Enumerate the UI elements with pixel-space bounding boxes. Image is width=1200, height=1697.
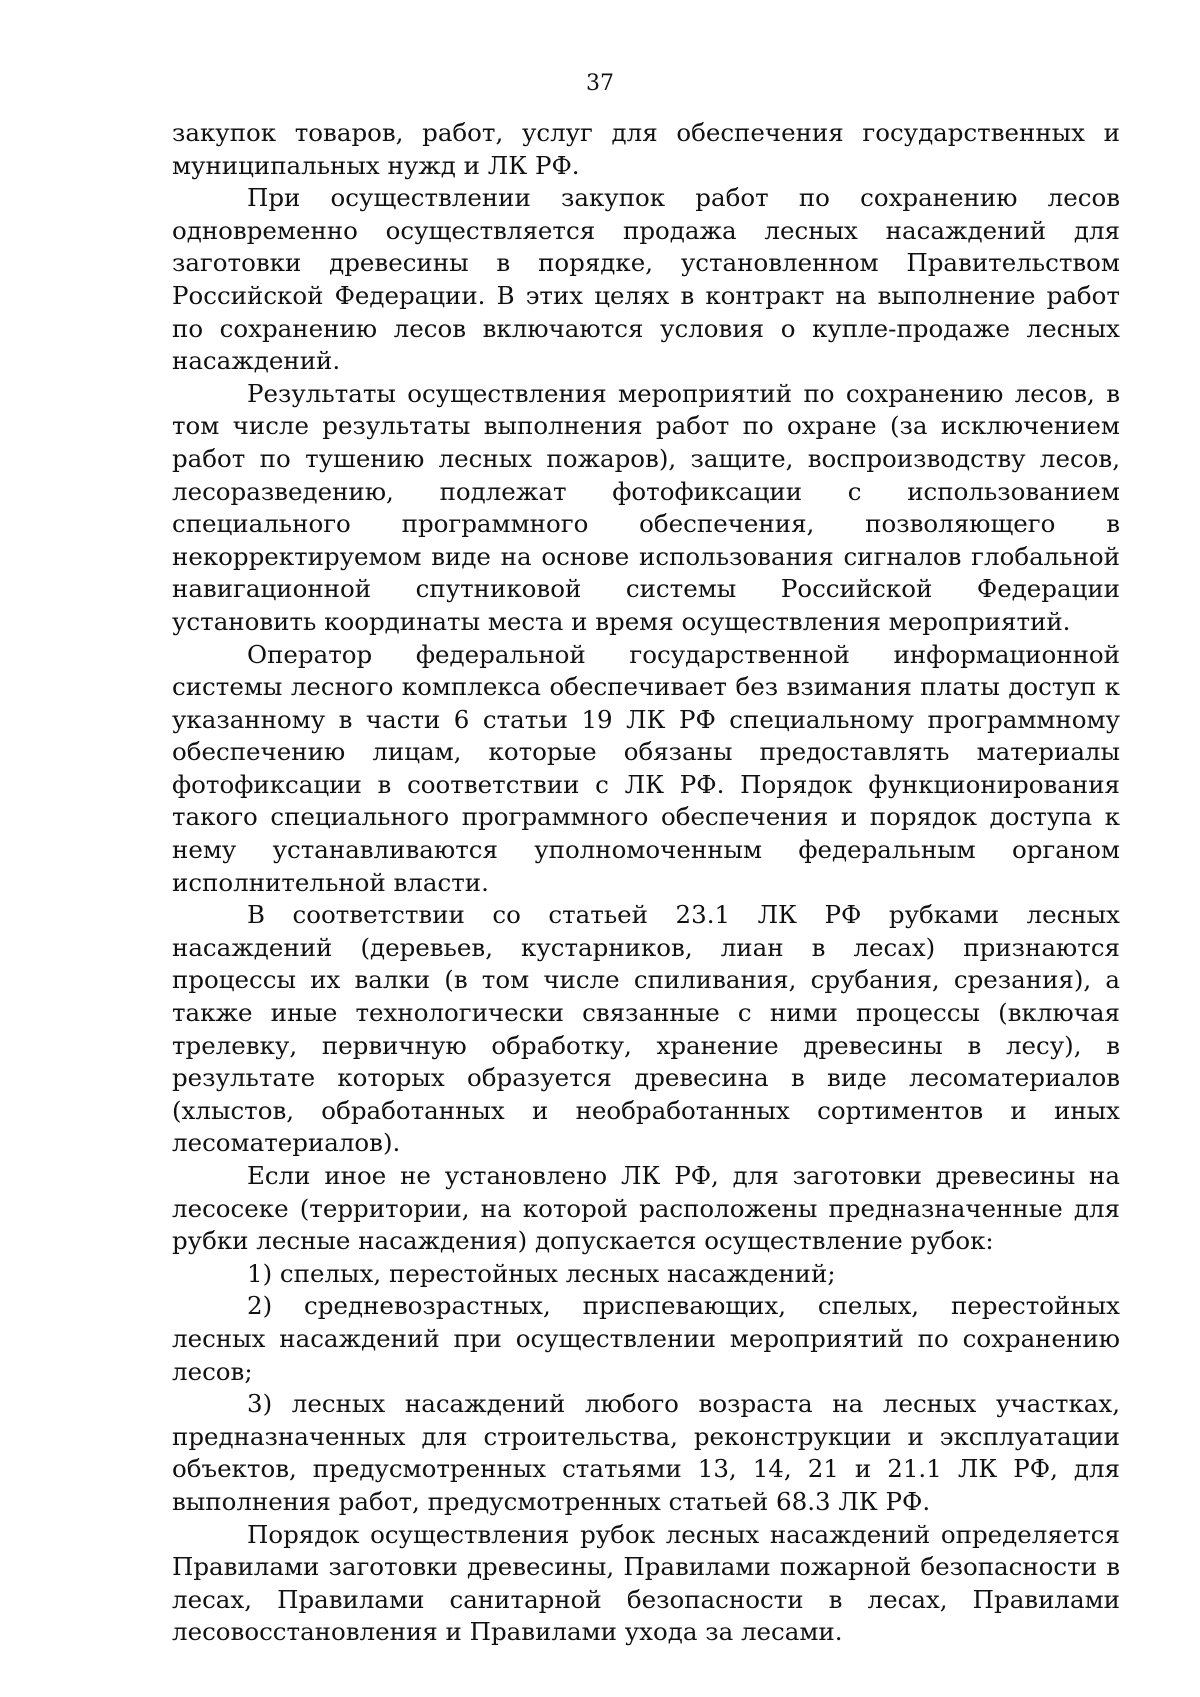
paragraph-procurement-sale: При осуществлении закупок работ по сохранению лесов одновременно осуществляется продажа лесных насаждений для заготовки древесины в порядке, установленном Правительством Российской Федерации. В этих целях в контракт на выполнение работ по сохранению лесов включаются условия о купле-продаже лесных насаждений. [172, 183, 1120, 376]
list-item-2: 2) средневозрастных, приспевающих, спелых, перестойных лесных насаждений при осуществлении мероприятий по сохранению лесов; [172, 1291, 1120, 1386]
body-text [172, 117, 1120, 1649]
paragraph-logging-allowed: Если иное не установлено ЛК РФ, для заготовки древесины на лесосеке (территории, на которой расположены предназначенные для рубки лесные насаждения) допускается осуществление рубок: [172, 1161, 1120, 1256]
paragraph-information-system-operator: Оператор федеральной государственной информационной системы лесного комплекса обеспечивает без взимания платы доступ к указанному в части 6 статьи 19 ЛК РФ специальному программному обеспечению лицам, которые обязаны предоставлять материалы фотофиксации в соответствии с ЛК РФ. Порядок функционирования такого специального программного обеспечения и порядок доступа к нему устанавливаются уполномоченным федеральным органом исполнительной власти. [172, 639, 1120, 897]
paragraph-logging-definition: В соответствии со статьей 23.1 ЛК РФ рубками лесных насаждений (деревьев, кустарников, лиан в лесах) признаются процессы их валки (в том числе спиливания, срубания, срезания), а также иные технологически связанные с ними процессы (включая трелевку, первичную обработку, хранение древесины в лесу), в результате которых образуется древесина в виде лесоматериалов (хлыстов, обработанных и необработанных сортиментов и иных лесоматериалов). [172, 900, 1120, 1158]
list-item-3: 3) лесных насаждений любого возраста на лесных участках, предназначенных для строительства, реконструкции и эксплуатации объектов, предусмотренных статьями 13, 14, 21 и 21.1 ЛК РФ, для выполнения работ, предусмотренных статьей 68.3 ЛК РФ. [172, 1389, 1120, 1516]
paragraph-continuation: закупок товаров, работ, услуг для обеспечения государственных и муниципальных нужд и ЛК РФ. [172, 118, 1120, 180]
list-item-1: 1) спелых, перестойных лесных насаждений; [247, 1258, 836, 1288]
page-number: 37 [586, 71, 614, 96]
paragraph-photo-fixation: Результаты осуществления мероприятий по сохранению лесов, в том числе результаты выполнения работ по охране (за исключением работ по тушению лесных пожаров), защите, воспроизводству лесов, лесоразведению, подлежат фотофиксации с использованием специального программного обеспечения, позволяющего в некорректируемом виде на основе использования сигналов глобальной навигационной спутниковой системы Российской Федерации установить координаты места и время осуществления мероприятий. [172, 378, 1120, 636]
paragraph-logging-rules: Порядок осуществления рубок лесных насаждений определяется Правилами заготовки древесины, Правилами пожарной безопасности в лесах, Правилами санитарной безопасности в лесах, Правилами лесовосстановления и Правилами ухода за лесами. [172, 1519, 1120, 1647]
